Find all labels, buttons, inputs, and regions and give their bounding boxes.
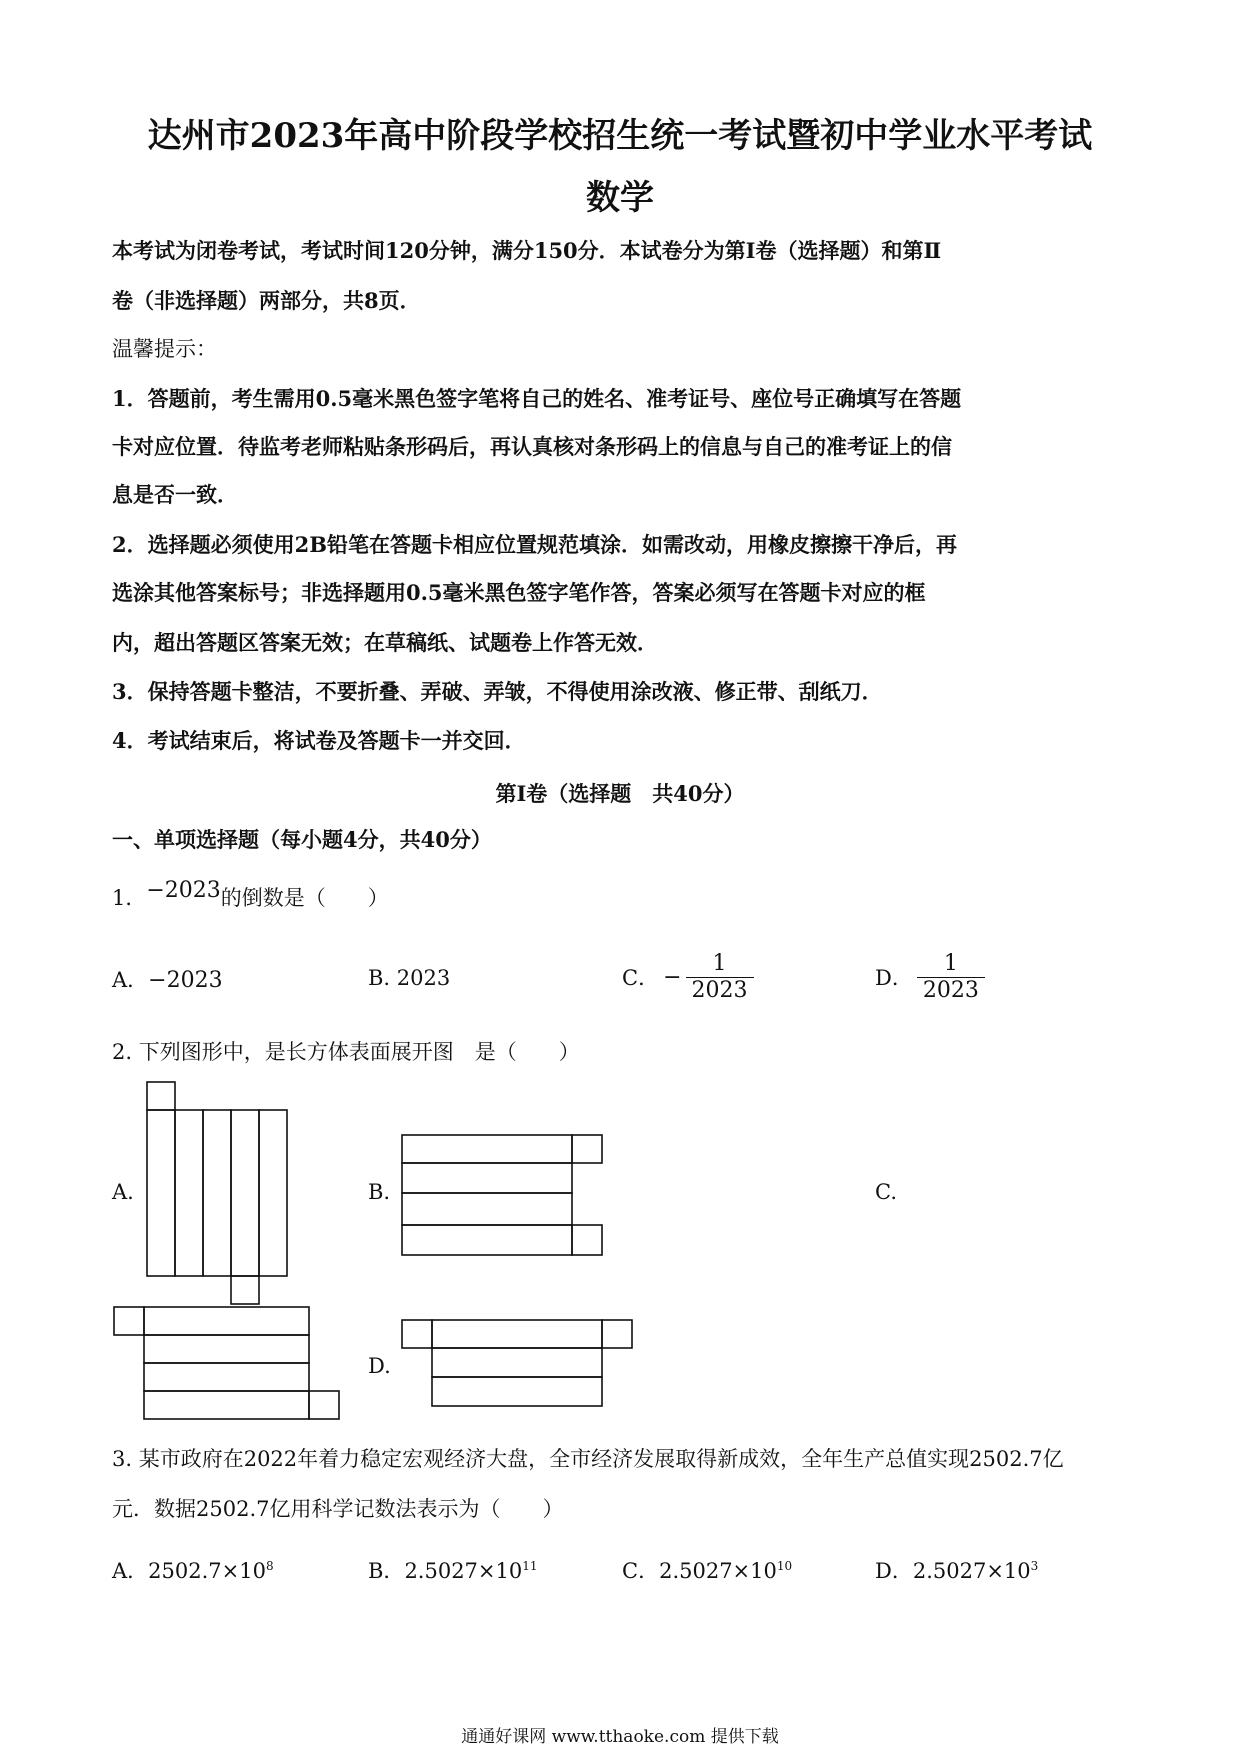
tip-line: 息是否一致． xyxy=(112,482,238,507)
option-label: C． xyxy=(622,966,660,990)
option-label: D． xyxy=(875,966,913,990)
q1-option-a xyxy=(112,964,223,994)
net-face xyxy=(402,1135,572,1163)
fraction xyxy=(686,951,754,1004)
exponent: 3 xyxy=(1030,1559,1039,1573)
net-face xyxy=(231,1276,259,1304)
option-label: C． xyxy=(622,1559,660,1583)
intro-line-1: 本考试为闭卷考试，考试时间120分钟，满分150分．本试卷分为第Ⅰ卷（选择题）和第Ⅱ xyxy=(112,238,942,263)
q1-option-c xyxy=(622,944,754,1010)
net-figure-d xyxy=(400,1318,635,1410)
volume-title: 第Ⅰ卷（选择题 共40分） xyxy=(495,781,745,806)
tip-line: 选涂其他答案标号；非选择题用0.5毫米黑色签字笔作答，答案必须写在答题卡对应的框 xyxy=(112,580,926,605)
net-face xyxy=(203,1110,231,1276)
net-face xyxy=(572,1135,602,1163)
tips-heading: 温馨提示： xyxy=(112,337,217,361)
net-figure-a xyxy=(145,1080,295,1305)
tip-line: 3．保持答题卡整洁，不要折叠、弄破、弄皱，不得使用涂改液、修正带、刮纸刀． xyxy=(112,679,883,704)
subject-title: 数学 xyxy=(586,178,654,218)
net-face xyxy=(432,1377,602,1406)
net-figure-c xyxy=(112,1305,342,1425)
q3-option-a xyxy=(112,1555,274,1585)
net-face xyxy=(144,1391,309,1419)
question-2-stem: 2. 下列图形中，是长方体表面展开图 是（ ） xyxy=(112,1040,580,1064)
net-face xyxy=(432,1320,602,1348)
net-face xyxy=(147,1110,175,1276)
minus-sign: − xyxy=(663,964,682,990)
option-value: 2.5027×10 xyxy=(659,1559,777,1583)
option-value: 2.5027×10 xyxy=(912,1559,1031,1583)
tip-line: 2．选择题必须使用2B铅笔在答题卡相应位置规范填涂．如需改动，用橡皮擦擦干净后，再 xyxy=(112,532,957,557)
option-label: A． xyxy=(112,1559,149,1583)
question-1-stem xyxy=(112,878,389,912)
option-label: A． xyxy=(112,968,149,992)
tip-line: 内，超出答题区答案无效；在草稿纸、试题卷上作答无效． xyxy=(112,630,658,655)
fraction-denominator: 2023 xyxy=(686,977,754,1004)
tip-line: 卡对应位置．待监考老师粘贴条形码后，再认真核对条形码上的信息与自己的准考证上的信 xyxy=(112,434,952,459)
net-face xyxy=(402,1163,572,1193)
net-face xyxy=(259,1110,287,1276)
q2-option-a-label: A. xyxy=(112,1180,134,1204)
net-face xyxy=(572,1225,602,1255)
q1-option-d xyxy=(875,944,985,1010)
net-face xyxy=(147,1082,175,1110)
option-label: D． xyxy=(875,1559,913,1583)
net-face xyxy=(144,1363,309,1391)
q2-option-b-label: B. xyxy=(368,1180,391,1204)
net-face xyxy=(602,1320,632,1348)
fraction-numerator: 1 xyxy=(943,950,958,976)
question-number: 1． xyxy=(112,886,147,910)
net-face xyxy=(144,1307,309,1335)
q3-option-c xyxy=(622,1555,792,1585)
tip-line: 1．答题前，考生需用0.5毫米黑色签字笔将自己的姓名、准考证号、座位号正确填写在答题 xyxy=(112,386,962,411)
net-face xyxy=(402,1225,572,1255)
fraction xyxy=(917,951,985,1004)
exponent: 8 xyxy=(265,1559,274,1573)
net-face xyxy=(402,1193,572,1225)
q3-option-b xyxy=(368,1555,538,1585)
question-3-line-2: 元．数据2502.7亿用科学记数法表示为（ ） xyxy=(112,1497,564,1521)
exponent: 10 xyxy=(776,1559,793,1573)
net-face xyxy=(309,1391,339,1419)
fraction-denominator: 2023 xyxy=(917,977,985,1004)
part-title: 一、单项选择题（每小题4分，共40分） xyxy=(112,827,492,852)
exam-title: 达州市2023年高中阶段学校招生统一考试暨初中学业水平考试 xyxy=(147,116,1093,156)
exponent: 11 xyxy=(522,1559,538,1573)
question-expression: −2023 xyxy=(146,878,221,903)
net-face xyxy=(175,1110,203,1276)
net-face xyxy=(402,1320,432,1348)
option-value: 2502.7×10 xyxy=(148,1559,266,1583)
intro-line-2: 卷（非选择题）两部分，共8页． xyxy=(112,288,421,313)
question-text: 的倒数是（ ） xyxy=(220,886,389,910)
fraction-numerator: 1 xyxy=(712,950,727,976)
q1-option-b: B. 2023 xyxy=(368,966,451,990)
tip-line: 4．考试结束后，将试卷及答题卡一并交回． xyxy=(112,728,526,753)
option-value: −2023 xyxy=(148,968,223,993)
q2-option-c-label: C. xyxy=(875,1180,897,1204)
net-face xyxy=(114,1307,144,1335)
question-3-line-1: 3. 某市政府在2022年着力稳定宏观经济大盘，全市经济发展取得新成效，全年生产总值实现2502.7亿 xyxy=(112,1447,1064,1471)
net-face xyxy=(231,1110,259,1276)
option-label: B． xyxy=(368,1559,405,1583)
net-face xyxy=(144,1335,309,1363)
net-face xyxy=(432,1348,602,1377)
q3-option-d xyxy=(875,1555,1038,1585)
footer-credit: 通通好课网 www.tthaoke.com 提供下载 xyxy=(461,1727,779,1747)
q2-option-d-label: D. xyxy=(368,1354,391,1378)
option-value: 2.5027×10 xyxy=(404,1559,523,1583)
net-figure-b xyxy=(400,1133,605,1258)
